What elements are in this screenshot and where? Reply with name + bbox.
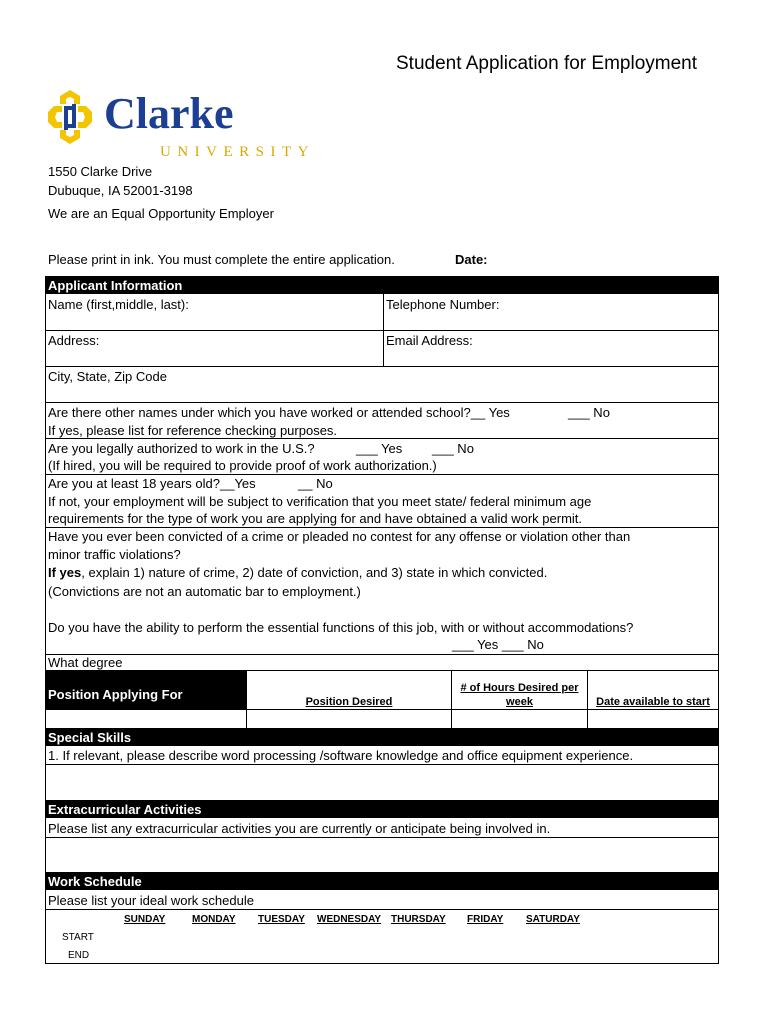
age-no: __ No xyxy=(298,476,333,491)
crime-question-line1: Have you ever been convicted of a crime or pleaded no contest for any offense or violation other than xyxy=(48,529,631,544)
applicant-info-heading: Applicant Information xyxy=(46,277,718,294)
divider xyxy=(46,837,718,838)
authorized-note: (If hired, you will be required to provide proof of work authorization.) xyxy=(48,458,437,473)
day-thursday: THURSDAY xyxy=(391,914,446,925)
logo-wordmark: Clarke xyxy=(104,89,234,138)
start-label: START xyxy=(62,932,94,943)
address-label: Address: xyxy=(48,333,100,348)
day-wednesday: WEDNESDAY xyxy=(317,914,382,925)
work-schedule-prompt: Please list your ideal work schedule xyxy=(48,893,254,908)
divider xyxy=(46,709,718,710)
end-label: END xyxy=(68,950,90,961)
authorized-question: Are you legally authorized to work in the U.S.? xyxy=(48,441,315,456)
address-line2: Dubuque, IA 52001-3198 xyxy=(48,183,193,198)
ability-yes-no: ___ Yes ___ No xyxy=(452,637,544,652)
divider xyxy=(46,654,718,655)
crime-explain: If yes, explain 1) nature of crime, 2) date of conviction, and 3) state in which convicted. xyxy=(48,565,548,580)
divider xyxy=(46,402,718,403)
ability-question: Do you have the ability to perform the essential functions of this job, with or without accommodations? xyxy=(48,620,634,635)
authorized-yes: ___ Yes xyxy=(356,441,403,456)
name-label: Name (first,middle, last): xyxy=(48,297,189,312)
day-tuesday: TUESDAY xyxy=(258,914,305,925)
col-hours-desired: # of Hours Desired per week xyxy=(460,682,579,708)
crime-question-line2: minor traffic violations? xyxy=(48,547,181,562)
instructions: Please print in ink. You must complete the entire application. xyxy=(48,252,395,267)
position-heading: Position Applying For xyxy=(46,671,246,709)
divider xyxy=(46,366,718,367)
authorized-no: ___ No xyxy=(432,441,474,456)
col-date-available: Date available to start xyxy=(596,696,710,708)
age-note-line1: If not, your employment will be subject to verification that you meet state/ federal minimum age xyxy=(48,494,592,509)
other-names-question: Are there other names under which you have worked or attended school?__ Yes xyxy=(48,405,510,420)
application-form xyxy=(45,276,719,964)
day-saturday: SATURDAY xyxy=(526,914,580,925)
day-friday: FRIDAY xyxy=(467,914,504,925)
address-line1: 1550 Clarke Drive xyxy=(48,164,153,179)
divider xyxy=(46,909,718,910)
other-names-note: If yes, please list for reference checking purposes. xyxy=(48,423,338,438)
day-sunday: SUNDAY xyxy=(124,914,166,925)
date-label: Date: xyxy=(455,252,488,267)
special-skills-prompt: 1. If relevant, please describe word processing /software knowledge and office equipment experience. xyxy=(48,748,634,763)
logo-subtitle: UNIVERSITY xyxy=(160,144,315,160)
city-state-zip-label: City, State, Zip Code xyxy=(48,369,167,384)
day-monday: MONDAY xyxy=(192,914,236,925)
phone-label: Telephone Number: xyxy=(386,297,500,312)
clarke-university-logo xyxy=(44,82,324,162)
other-names-no: ___ No xyxy=(568,405,610,420)
divider xyxy=(46,764,718,765)
extracurricular-heading: Extracurricular Activities xyxy=(46,801,718,818)
degree-label: What degree xyxy=(48,655,123,670)
crime-note: (Convictions are not an automatic bar to employment.) xyxy=(48,584,361,599)
special-skills-heading: Special Skills xyxy=(46,729,718,746)
age-note-line2: requirements for the type of work you are applying for and have obtained a valid work permit. xyxy=(48,511,583,526)
extracurricular-prompt: Please list any extracurricular activities you are currently or anticipate being involved in. xyxy=(48,821,551,836)
logo-emblem-icon xyxy=(48,90,92,144)
divider xyxy=(46,438,718,439)
divider xyxy=(46,330,718,331)
email-label: Email Address: xyxy=(386,333,473,348)
eoe-statement: We are an Equal Opportunity Employer xyxy=(48,206,274,221)
age-question: Are you at least 18 years old?__Yes xyxy=(48,476,256,491)
col-position-desired: Position Desired xyxy=(305,696,393,708)
work-schedule-heading: Work Schedule xyxy=(46,873,718,890)
document-title: Student Application for Employment xyxy=(396,53,698,74)
